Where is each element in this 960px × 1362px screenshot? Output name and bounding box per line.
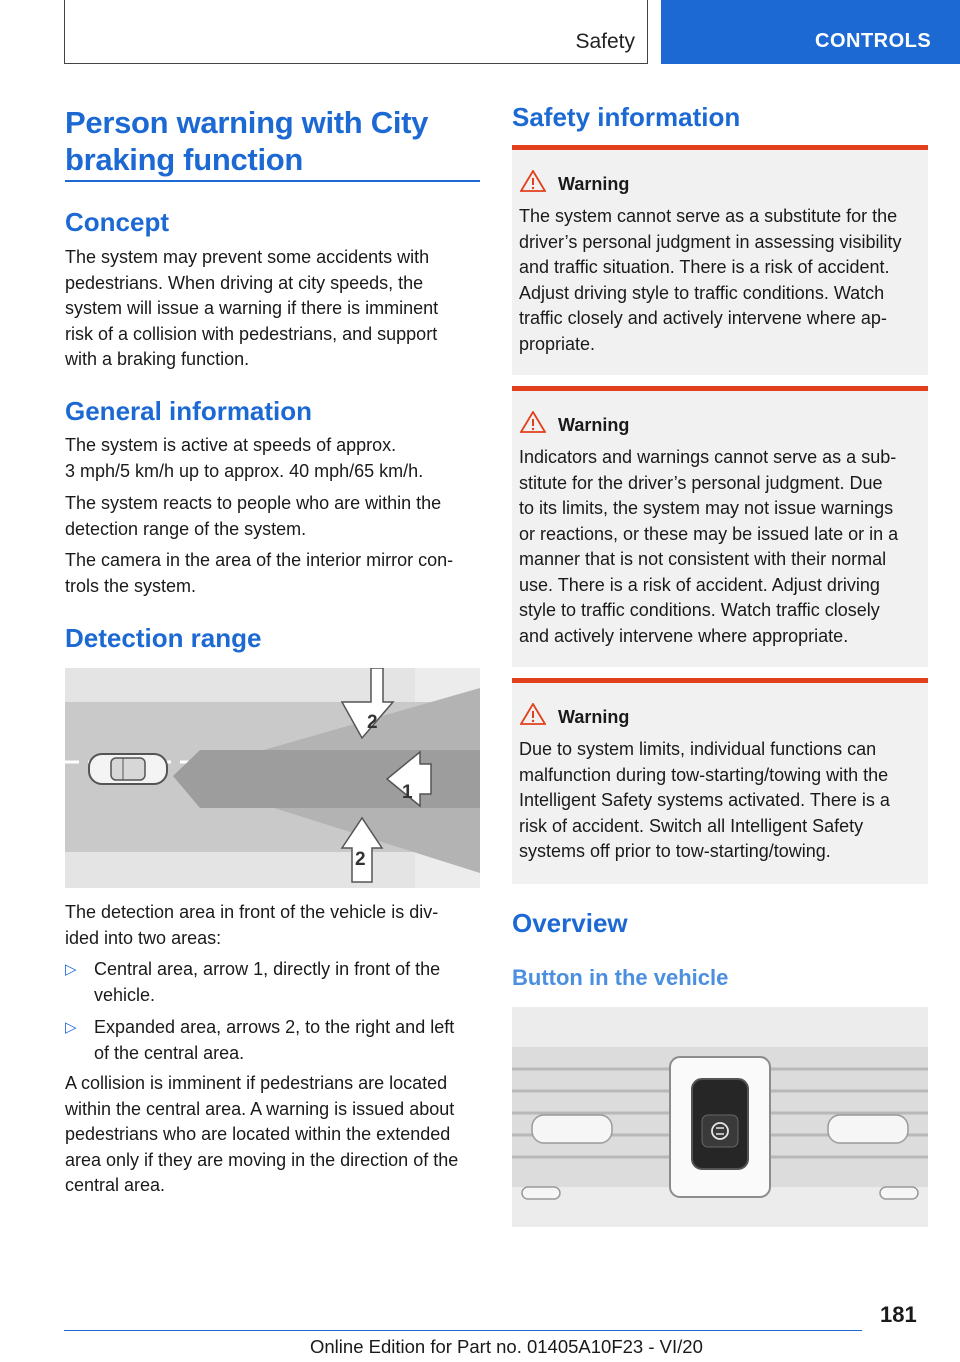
general-info-paragraph-1: [65, 433, 423, 484]
warning-text: [519, 737, 926, 865]
warning-line: and traffic situation. There is a risk of accident.: [519, 257, 890, 277]
concept-line: pedestrians. When driving at city speeds, the: [65, 272, 424, 293]
concept-line: system will issue a warning if there is imminent: [65, 298, 439, 318]
bullet-line: Central area, arrow 1, directly in front of the: [94, 959, 441, 979]
warning-line: risk of accident. Switch all Intelligent Safety: [519, 815, 864, 836]
warning-line: Indicators and warnings cannot serve as a sub‐: [519, 447, 897, 467]
bullet-line: vehicle.: [94, 984, 156, 1005]
collision-line: A collision is imminent if pedestrians are located: [65, 1073, 448, 1093]
general-line: detection range of the system.: [65, 518, 307, 539]
overview-heading: Overview: [512, 908, 628, 938]
detection-range-figure: [65, 668, 480, 888]
footer-edition: Online Edition for Part no. 01405A10F23 - VI/20: [310, 1336, 703, 1357]
bullet-triangle-icon: ▷: [65, 1019, 77, 1036]
footer-rule: [64, 1330, 862, 1331]
warning-box-3: [512, 678, 928, 884]
vehicle-button-photo: [512, 1007, 928, 1227]
concept-line: The system may prevent some accidents with: [65, 247, 430, 267]
general-line: The camera in the area of the interior mirror con‐: [65, 550, 454, 570]
warning-box-2: [512, 386, 928, 667]
warning-box-1: [512, 145, 928, 375]
concept-paragraph: [65, 245, 438, 373]
vehicle-button-illustration: [512, 1007, 928, 1227]
detection-range-heading: Detection range: [65, 623, 262, 653]
collision-line: within the central area. A warning is issued about: [65, 1098, 455, 1119]
warning-line: propriate.: [519, 333, 596, 354]
collision-line: area only if they are moving in the direction of the: [65, 1149, 459, 1170]
warning-line: or reactions, or these may be issued late or in a: [519, 523, 899, 544]
general-info-paragraph-2: [65, 491, 441, 542]
arrow-2-top-label: 2: [367, 712, 378, 733]
collision-line: central area.: [65, 1175, 166, 1195]
general-line: trols the system.: [65, 575, 197, 596]
warning-line: manner that is not consistent with their normal: [519, 549, 887, 569]
vehicle-icon: [89, 754, 167, 784]
warning-triangle-icon: [520, 411, 546, 433]
warning-line: to its limits, the system may not issue warnings: [519, 498, 894, 518]
warning-line: use. There is a risk of accident. Adjust driving: [519, 574, 880, 595]
warning-line: Adjust driving style to traffic conditions. Watch: [519, 282, 885, 303]
bullet-triangle-icon: ▷: [65, 961, 77, 978]
header-section-box: [64, 0, 648, 64]
concept-line: risk of a collision with pedestrians, and support: [65, 323, 438, 344]
arrow-1-label: 1: [402, 782, 413, 803]
warning-triangle-icon: [520, 170, 546, 192]
warning-text: [519, 204, 926, 357]
warning-line: and actively intervene where appropriate.: [519, 625, 849, 646]
detection-intro-line: The detection area in front of the vehicle is div‐: [65, 902, 439, 922]
warning-line: stitute for the driver’s personal judgment. Due: [519, 472, 883, 493]
page-number: 181: [880, 1302, 917, 1327]
button-in-vehicle-heading: Button in the vehicle: [512, 965, 729, 990]
warning-line: style to traffic conditions. Watch traffic closely: [519, 600, 880, 620]
title-rule: [65, 180, 480, 182]
collision-paragraph: [65, 1071, 458, 1199]
page-title: [65, 104, 428, 178]
general-line: The system reacts to people who are within the: [65, 493, 442, 513]
general-line: 3 mph/5 km/h up to approx. 40 mph/65 km/h.: [65, 460, 424, 481]
collision-line: pedestrians who are located within the extended: [65, 1124, 451, 1144]
detection-range-diagram: [65, 668, 480, 888]
safety-info-heading: Safety information: [512, 102, 741, 132]
header-chapter-tab: CONTROLS: [661, 0, 960, 64]
general-info-paragraph-3: [65, 548, 453, 599]
detection-intro-line: ided into two areas:: [65, 927, 222, 948]
general-line: The system is active at speeds of approx.: [65, 435, 397, 455]
warning-line: Intelligent Safety systems activated. There is a: [519, 790, 890, 810]
concept-heading: Concept: [65, 207, 169, 237]
warning-line: driver’s personal judgment in assessing visibility: [519, 231, 902, 252]
bullet-line: of the central area.: [94, 1042, 245, 1063]
warning-title: Warning: [558, 707, 630, 727]
warning-title: Warning: [558, 174, 630, 194]
warning-line: systems off prior to tow-starting/towing.: [519, 841, 831, 861]
warning-line: The system cannot serve as a substitute for the: [519, 206, 898, 226]
warning-line: Due to system limits, individual functions can: [519, 739, 877, 759]
warning-line: traffic closely and actively intervene where ap‐: [519, 308, 887, 328]
warning-text: [519, 445, 926, 649]
warning-line: malfunction during tow-starting/towing with the: [519, 764, 889, 785]
general-info-heading: General information: [65, 396, 313, 426]
warning-triangle-icon: [520, 703, 546, 725]
warning-title: Warning: [558, 415, 630, 435]
page-title-line2: braking function: [65, 142, 304, 177]
arrow-2-bottom-label: 2: [355, 849, 366, 870]
bullet-line: Expanded area, arrows 2, to the right and left: [94, 1017, 455, 1037]
header-section-label: Safety: [575, 30, 635, 53]
detection-intro: [65, 900, 438, 951]
page-title-line1: Person warning with City: [65, 105, 429, 140]
concept-line: with a braking function.: [65, 349, 250, 369]
